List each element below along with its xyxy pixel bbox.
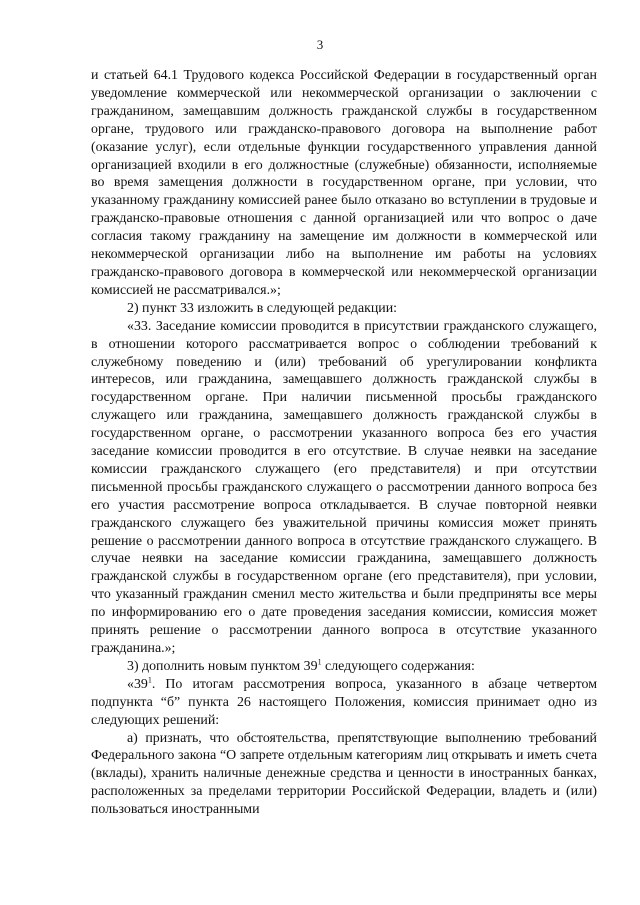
paragraph-item-3-text: 3) дополнить новым пунктом 39	[127, 658, 318, 674]
superscript-mark: 1	[147, 675, 152, 685]
page-number: 3	[316, 37, 324, 52]
paragraph-item-2: 2) пункт 33 изложить в следующей редакции:	[127, 300, 398, 316]
paragraph-item-3-text-end: следующего содержания:	[321, 658, 475, 674]
paragraph-item-3	[91, 658, 597, 676]
paragraph-clause-39-1-text: . По итогам рассмотрения вопроса, указанного в абзаце четвертом подпункта “б” пункта 26 настоящего Положения, комиссия принимает одно из следующих решений:	[91, 676, 597, 728]
paragraph-clause-39-1	[91, 676, 597, 730]
paragraph-subitem-a: а) признать, что обстоятельства, препятствующие выполнению требований Федерального закона “О запрете отдельным категориям лиц открывать и иметь счета (вклады), хранить наличные денежные средства и ценности в иностранных банках, расположенных за пределами территории Российской Федерации, владеть и (или) пользоваться иностранными	[91, 730, 597, 818]
document-body	[91, 67, 597, 819]
paragraph-clause-39-1-number: «39	[127, 676, 148, 692]
paragraph-continuation: и статьей 64.1 Трудового кодекса Российской Федерации в государственный орган уведомление коммерческой или некоммерческой организации о заключении с гражданином, замещавшим должность гражданской службы в государственном органе, трудового или гражданско-правового договора на выполнение работ (оказание услуг), если отдельные функции государственного управления данной организацией входили в его должностные (служебные) обязанности, исполняемые во время замещения должности в государственном органе, при условии, что указанному гражданину комиссией ранее было отказано во вступлении в трудовые и гражданско-правовые отношения с данной организацией или что вопрос о даче согласия такому гражданину на замещение им должности в коммерческой или некоммерческой организации либо на выполнение им работы на условиях гражданско-правового договора в коммерческой или некоммерческой организации комиссией не рассматривался.»;	[91, 68, 597, 298]
paragraph-clause-33: «33. Заседание комиссии проводится в присутствии гражданского служащего, в отношении которого рассматривается вопрос о соблюдении требований к служебному поведению и (или) требований об урегулировании конфликта интересов, или гражданина, замещавшего должность гражданской службы в государственном органе. При наличии письменной просьбы гражданского служащего или гражданина, замещавшего должность гражданской службы в государственном органе, о рассмотрении указанного вопроса без его участия заседание комиссии проводится в его отсутствие. В случае неявки на заседание комиссии гражданского служащего (его представителя) и при отсутствии письменной просьбы гражданского служащего о рассмотрении данного вопроса без его участия рассмотрение вопроса откладывается. В случае повторной неявки гражданского служащего без уважительной причины комиссия может принять решение о рассмотрении данного вопроса в отсутствие гражданского служащего. В случае неявки на заседание комиссии гражданина, замещавшего должность гражданской службы в государственном органе (его представителя), при условии, что указанный гражданин сменил место жительства и были предприняты все меры по информированию его о дате проведения заседания комиссии, комиссия может принять решение о рассмотрении данного вопроса в отсутствие указанного гражданина.»;	[91, 318, 597, 656]
superscript-mark: 1	[317, 657, 322, 667]
